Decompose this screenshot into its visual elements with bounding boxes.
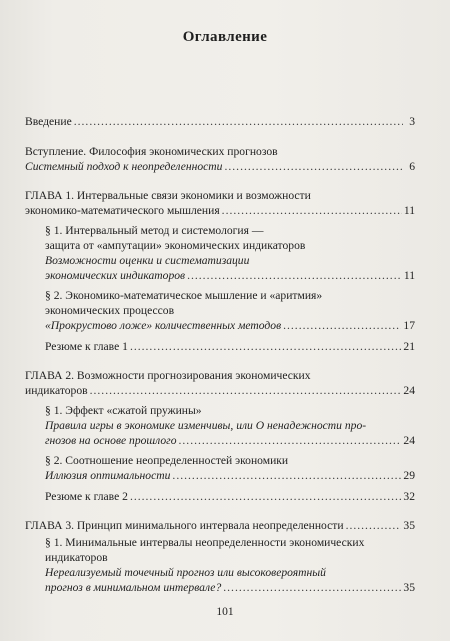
toc-entry-chapter-2: [25, 368, 415, 398]
leader-dots: [222, 203, 402, 218]
toc-page-number: 11: [403, 204, 415, 217]
toc-entry-preface: [25, 144, 415, 174]
toc-entry-title: Введение: [25, 115, 72, 128]
leader-dots: [179, 433, 402, 448]
leader-dots: [172, 468, 401, 483]
leader-dots: [187, 268, 402, 283]
toc-entry-line: ГЛАВА 2. Возможности прогнозирования экономических: [25, 369, 311, 382]
toc-page-number: 3: [409, 115, 415, 128]
toc-page-number: 24: [403, 434, 415, 447]
toc-entry-line: § 1. Интервальный метод и системология —: [45, 224, 264, 237]
toc-entry-title: Резюме к главе 2: [45, 490, 128, 503]
toc-entry-ch2-section-1: [45, 403, 415, 448]
toc-entry-title: экономико-математического мышления: [25, 204, 220, 217]
toc-entry-ch3-section-1: [45, 535, 415, 595]
toc-entry-ch1-summary: [45, 339, 415, 354]
page-number: 101: [216, 606, 234, 618]
toc-page-number: 32: [403, 490, 415, 503]
leader-dots: [130, 489, 401, 504]
table-of-contents: [25, 114, 415, 595]
toc-page-number: 17: [403, 319, 415, 332]
toc-page-number: 35: [403, 581, 415, 594]
toc-entry-line: экономических процессов: [45, 304, 175, 317]
toc-entry-line: § 2. Экономико-математическое мышление и «аритмия»: [45, 289, 323, 302]
toc-entry-ch1-section-1: [45, 223, 415, 283]
toc-entry-subtitle: Правила игры в экономике изменчивы, или О ненадежности про-: [45, 419, 367, 432]
toc-entry-subtitle: Системный подход к неопределенности: [25, 160, 223, 173]
toc-entry-title: Резюме к главе 1: [45, 340, 128, 353]
toc-entry-subtitle: прогноз в минимальном интервале?: [45, 581, 222, 594]
toc-entry-title: ГЛАВА 3. Принцип минимального интервала неопределенности: [25, 519, 344, 532]
toc-entry-line: § 1. Эффект «сжатой пружины»: [45, 404, 202, 417]
leader-dots: [346, 518, 402, 533]
toc-entry-line: § 1. Минимальные интервалы неопределенности экономических: [45, 536, 365, 549]
toc-page-number: 35: [403, 519, 415, 532]
leader-dots: [130, 339, 401, 354]
toc-entry-subtitle: «Прокрустово ложе» количественных методов: [45, 319, 282, 332]
toc-entry-chapter-3: [25, 518, 415, 533]
toc-entry-title: индикаторов: [25, 384, 88, 397]
toc-entry-subtitle: Возможности оценки и систематизации: [45, 254, 250, 267]
toc-entry-subtitle: экономических индикаторов: [45, 269, 186, 282]
toc-entry-introduction: [25, 114, 415, 129]
toc-entry-ch2-summary: [45, 489, 415, 504]
toc-entry-line: индикаторов: [45, 551, 108, 564]
toc-entry-chapter-1: [25, 188, 415, 218]
toc-page-number: 6: [409, 160, 415, 173]
toc-entry-subtitle: Иллюзия оптимальности: [45, 469, 171, 482]
toc-entry-subtitle: Нереализуемый точечный прогноз или высоковероятный: [45, 566, 326, 579]
leader-dots: [283, 318, 401, 333]
toc-page-number: 11: [403, 269, 415, 282]
leader-dots: [74, 114, 403, 129]
toc-page-number: 24: [403, 384, 415, 397]
page-title: Оглавление: [182, 29, 268, 45]
toc-entry-line: Вступление. Философия экономических прогнозов: [25, 145, 278, 158]
toc-entry-line: § 2. Соотношение неопределенностей экономики: [45, 454, 289, 467]
leader-dots: [224, 159, 403, 174]
leader-dots: [223, 580, 401, 595]
leader-dots: [90, 383, 402, 398]
toc-entry-subtitle: гнозов на основе прошлого: [45, 434, 177, 447]
toc-entry-ch2-section-2: [45, 453, 415, 483]
toc-entry-line: ГЛАВА 1. Интервальные связи экономики и возможности: [25, 189, 311, 202]
toc-page-number: 29: [403, 469, 415, 482]
toc-page-number: 21: [403, 340, 415, 353]
toc-entry-line: защита от «ампутации» экономических индикаторов: [45, 239, 306, 252]
toc-entry-ch1-section-2: [45, 288, 415, 333]
